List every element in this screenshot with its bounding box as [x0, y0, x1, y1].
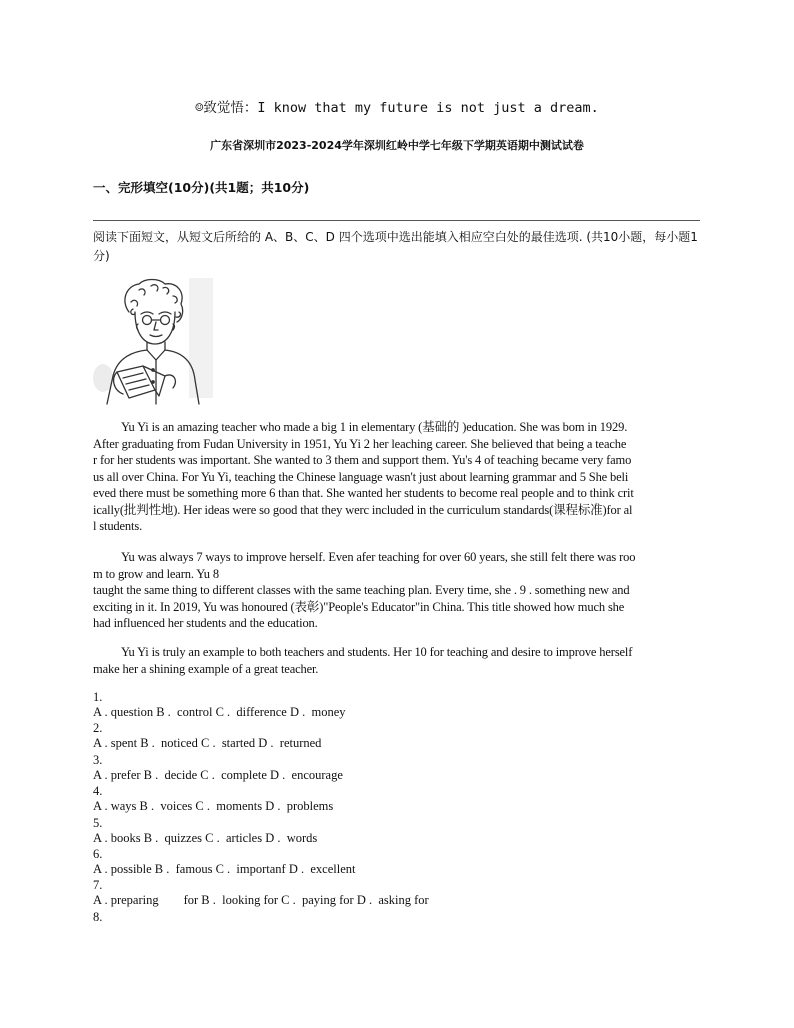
- passage-line: taught the same thing to different classes with the same teaching plan. Every time, she . 9 . something new and: [93, 583, 630, 597]
- question-list: [93, 689, 693, 925]
- passage-line: Yu was always 7 ways to improve herself. Even afer teaching for over 60 years, she still felt there was roo: [121, 550, 636, 564]
- question-options: A . spent B . noticed C . started D . returned: [93, 736, 322, 751]
- question-number: 3.: [93, 752, 103, 767]
- passage-line: After graduating from Fudan University in 1951, Yu Yi 2 her leaching career. She believed that being a teache: [93, 436, 627, 451]
- question-options: A . question B . control C . difference D . money: [93, 705, 346, 719]
- question-number: 5.: [93, 815, 103, 830]
- question-number: 2.: [93, 721, 103, 736]
- question-item: [93, 720, 693, 751]
- question-item: [93, 846, 693, 877]
- passage-line: exciting in it. In 2019, Yu was honoured (表彰)"People's Educator"in China. This title showed how much she: [93, 599, 625, 614]
- passage-line: make her a shining example of a great teacher.: [93, 661, 319, 676]
- teacher-illustration: [93, 276, 215, 406]
- question-number: 4.: [93, 784, 103, 799]
- question-options: A . ways B . voices C . moments D . problems: [93, 799, 334, 814]
- question-item: [93, 689, 693, 720]
- question-item: [93, 752, 693, 783]
- question-number: 1.: [93, 690, 103, 704]
- question-item: [93, 783, 693, 814]
- section-heading: 一、完形填空(10分)(共1题；共10分): [93, 180, 310, 195]
- question-item: [93, 909, 693, 925]
- question-options: A . books B . quizzes C . articles D . words: [93, 830, 318, 845]
- question-options: A . possible B . famous C . importanf D . excellent: [93, 861, 356, 876]
- passage-line: Yu Yi is an amazing teacher who made a big 1 in elementary (基础的 )education. She was bom in 1929.: [121, 420, 628, 434]
- passage-line: m to grow and learn. Yu 8: [93, 566, 219, 581]
- passage-paragraph-1: [93, 419, 701, 535]
- question-number: 6.: [93, 846, 103, 861]
- passage-line: l students.: [93, 519, 143, 533]
- document-title: 广东省深圳市2023-2024学年深圳红岭中学七年级下学期英语期中测试试卷: [210, 139, 584, 152]
- question-options: A . prefer B . decide C . complete D . encourage: [93, 767, 343, 782]
- question-number: 7.: [93, 878, 103, 893]
- passage-line: us all over China. For Yu Yi, teaching the Chinese language wasn't just about learning grammar and 5 She beli: [93, 469, 629, 484]
- passage-paragraph-3: [93, 644, 701, 677]
- passage-line: Yu Yi is truly an example to both teachers and students. Her 10 for teaching and desire to improve herself: [121, 645, 633, 659]
- question-item: [93, 877, 693, 908]
- section-divider: [93, 220, 700, 221]
- passage-paragraph-2: [93, 549, 701, 632]
- passage-line: r for her students was important. She wanted to 3 them and support them. Yu's 4 of teaching became very famo: [93, 453, 632, 467]
- motto: ☺致觉悟：I know that my future is not just a dream.: [195, 100, 599, 116]
- question-options: A . preparing for B . looking for C . paying for D . asking for: [93, 893, 429, 908]
- passage-line: ically(批判性地). Her ideas were so good that they werc included in the curriculum standards(课程标准)for al: [93, 502, 633, 517]
- question-item: [93, 815, 693, 846]
- instructions: 阅读下面短文，从短文后所给的 A、B、C、D 四个选项中选出能填入相应空白处的最佳选项. (共10小题，每小题1分): [93, 230, 698, 263]
- question-number: 8.: [93, 909, 103, 924]
- passage-line: had influenced her students and the education.: [93, 616, 318, 630]
- passage-line: eved there must be something more 6 than that. She wanted her students to become real people and to think crit: [93, 486, 634, 500]
